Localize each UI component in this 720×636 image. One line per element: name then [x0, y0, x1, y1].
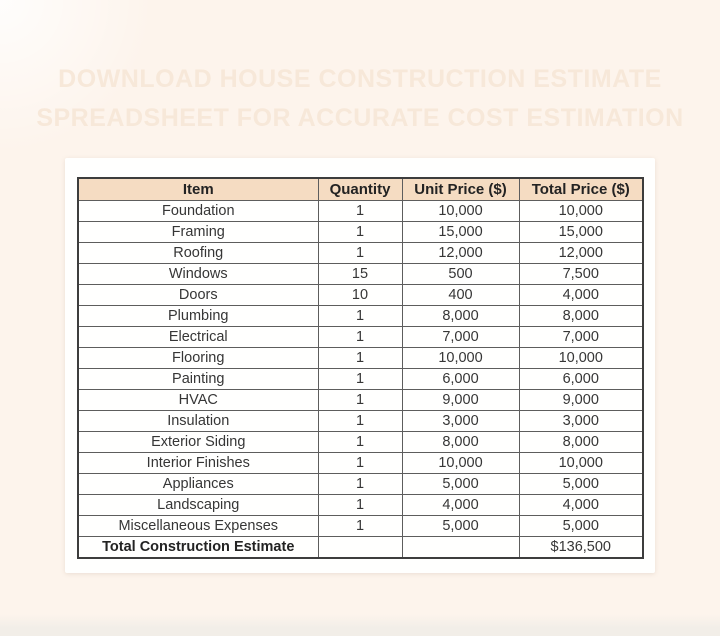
cell-item: Insulation [78, 411, 318, 432]
cell-item: Exterior Siding [78, 432, 318, 453]
bottom-band [0, 614, 720, 636]
header-quantity: Quantity [318, 178, 402, 201]
cell-total-price: 8,000 [519, 306, 643, 327]
cell-unit-price: 10,000 [402, 201, 519, 222]
cell-unit-price: 4,000 [402, 495, 519, 516]
table-row [78, 285, 643, 306]
cell-quantity: 1 [318, 201, 402, 222]
table-body [78, 201, 643, 537]
cell-item: Appliances [78, 474, 318, 495]
table-row [78, 432, 643, 453]
cell-total-price: 9,000 [519, 390, 643, 411]
table-row [78, 369, 643, 390]
table-row [78, 453, 643, 474]
cell-unit-price: 12,000 [402, 243, 519, 264]
table-row [78, 264, 643, 285]
cell-unit-price: 5,000 [402, 516, 519, 537]
table-row [78, 411, 643, 432]
cell-item: Miscellaneous Expenses [78, 516, 318, 537]
table-row [78, 516, 643, 537]
table-row [78, 306, 643, 327]
cell-quantity: 1 [318, 306, 402, 327]
cell-quantity: 1 [318, 222, 402, 243]
cell-total-price: 4,000 [519, 495, 643, 516]
table-row [78, 243, 643, 264]
cell-item: Roofing [78, 243, 318, 264]
cell-item: Foundation [78, 201, 318, 222]
cell-unit-price: 5,000 [402, 474, 519, 495]
header-unit-price: Unit Price ($) [402, 178, 519, 201]
cell-quantity: 1 [318, 411, 402, 432]
cell-item: Plumbing [78, 306, 318, 327]
cell-unit-price: 6,000 [402, 369, 519, 390]
cell-item: Doors [78, 285, 318, 306]
table-row [78, 327, 643, 348]
cell-total-price: 10,000 [519, 453, 643, 474]
cell-quantity: 15 [318, 264, 402, 285]
cell-quantity: 1 [318, 327, 402, 348]
cell-unit-price: 15,000 [402, 222, 519, 243]
total-row-label: Total Construction Estimate [78, 537, 318, 559]
cell-quantity: 1 [318, 390, 402, 411]
table-row [78, 201, 643, 222]
cell-total-price: 5,000 [519, 516, 643, 537]
estimate-table [77, 177, 644, 559]
watermark-title-line2: SPREADSHEET FOR ACCURATE COST ESTIMATION [36, 104, 684, 132]
cell-total-price: 15,000 [519, 222, 643, 243]
cell-quantity: 1 [318, 243, 402, 264]
total-row-quantity [318, 537, 402, 559]
cell-item: HVAC [78, 390, 318, 411]
cell-unit-price: 3,000 [402, 411, 519, 432]
cell-item: Electrical [78, 327, 318, 348]
watermark-title-line1: DOWNLOAD HOUSE CONSTRUCTION ESTIMATE [58, 65, 662, 93]
cell-item: Flooring [78, 348, 318, 369]
table-row [78, 390, 643, 411]
cell-item: Interior Finishes [78, 453, 318, 474]
table-row [78, 222, 643, 243]
cell-quantity: 1 [318, 348, 402, 369]
cell-total-price: 5,000 [519, 474, 643, 495]
table-row [78, 474, 643, 495]
cell-unit-price: 400 [402, 285, 519, 306]
cell-item: Windows [78, 264, 318, 285]
header-item: Item [78, 178, 318, 201]
cell-unit-price: 8,000 [402, 432, 519, 453]
cell-quantity: 10 [318, 285, 402, 306]
header-total-price: Total Price ($) [519, 178, 643, 201]
cell-total-price: 6,000 [519, 369, 643, 390]
cell-quantity: 1 [318, 453, 402, 474]
cell-item: Painting [78, 369, 318, 390]
total-row-total: $136,500 [519, 537, 643, 559]
cell-total-price: 7,000 [519, 327, 643, 348]
total-row [78, 537, 643, 559]
cell-total-price: 3,000 [519, 411, 643, 432]
cell-quantity: 1 [318, 474, 402, 495]
cell-total-price: 10,000 [519, 201, 643, 222]
cell-total-price: 7,500 [519, 264, 643, 285]
cell-total-price: 12,000 [519, 243, 643, 264]
cell-unit-price: 8,000 [402, 306, 519, 327]
cell-unit-price: 9,000 [402, 390, 519, 411]
spreadsheet-card [65, 158, 655, 573]
table-row [78, 495, 643, 516]
cell-quantity: 1 [318, 369, 402, 390]
cell-item: Framing [78, 222, 318, 243]
table-header-row [78, 178, 643, 201]
cell-quantity: 1 [318, 516, 402, 537]
cell-quantity: 1 [318, 432, 402, 453]
cell-total-price: 4,000 [519, 285, 643, 306]
cell-total-price: 10,000 [519, 348, 643, 369]
cell-quantity: 1 [318, 495, 402, 516]
cell-unit-price: 10,000 [402, 453, 519, 474]
watermark-title [0, 60, 720, 138]
cell-total-price: 8,000 [519, 432, 643, 453]
cell-unit-price: 500 [402, 264, 519, 285]
cell-item: Landscaping [78, 495, 318, 516]
total-row-unit-price [402, 537, 519, 559]
table-row [78, 348, 643, 369]
cell-unit-price: 7,000 [402, 327, 519, 348]
cell-unit-price: 10,000 [402, 348, 519, 369]
